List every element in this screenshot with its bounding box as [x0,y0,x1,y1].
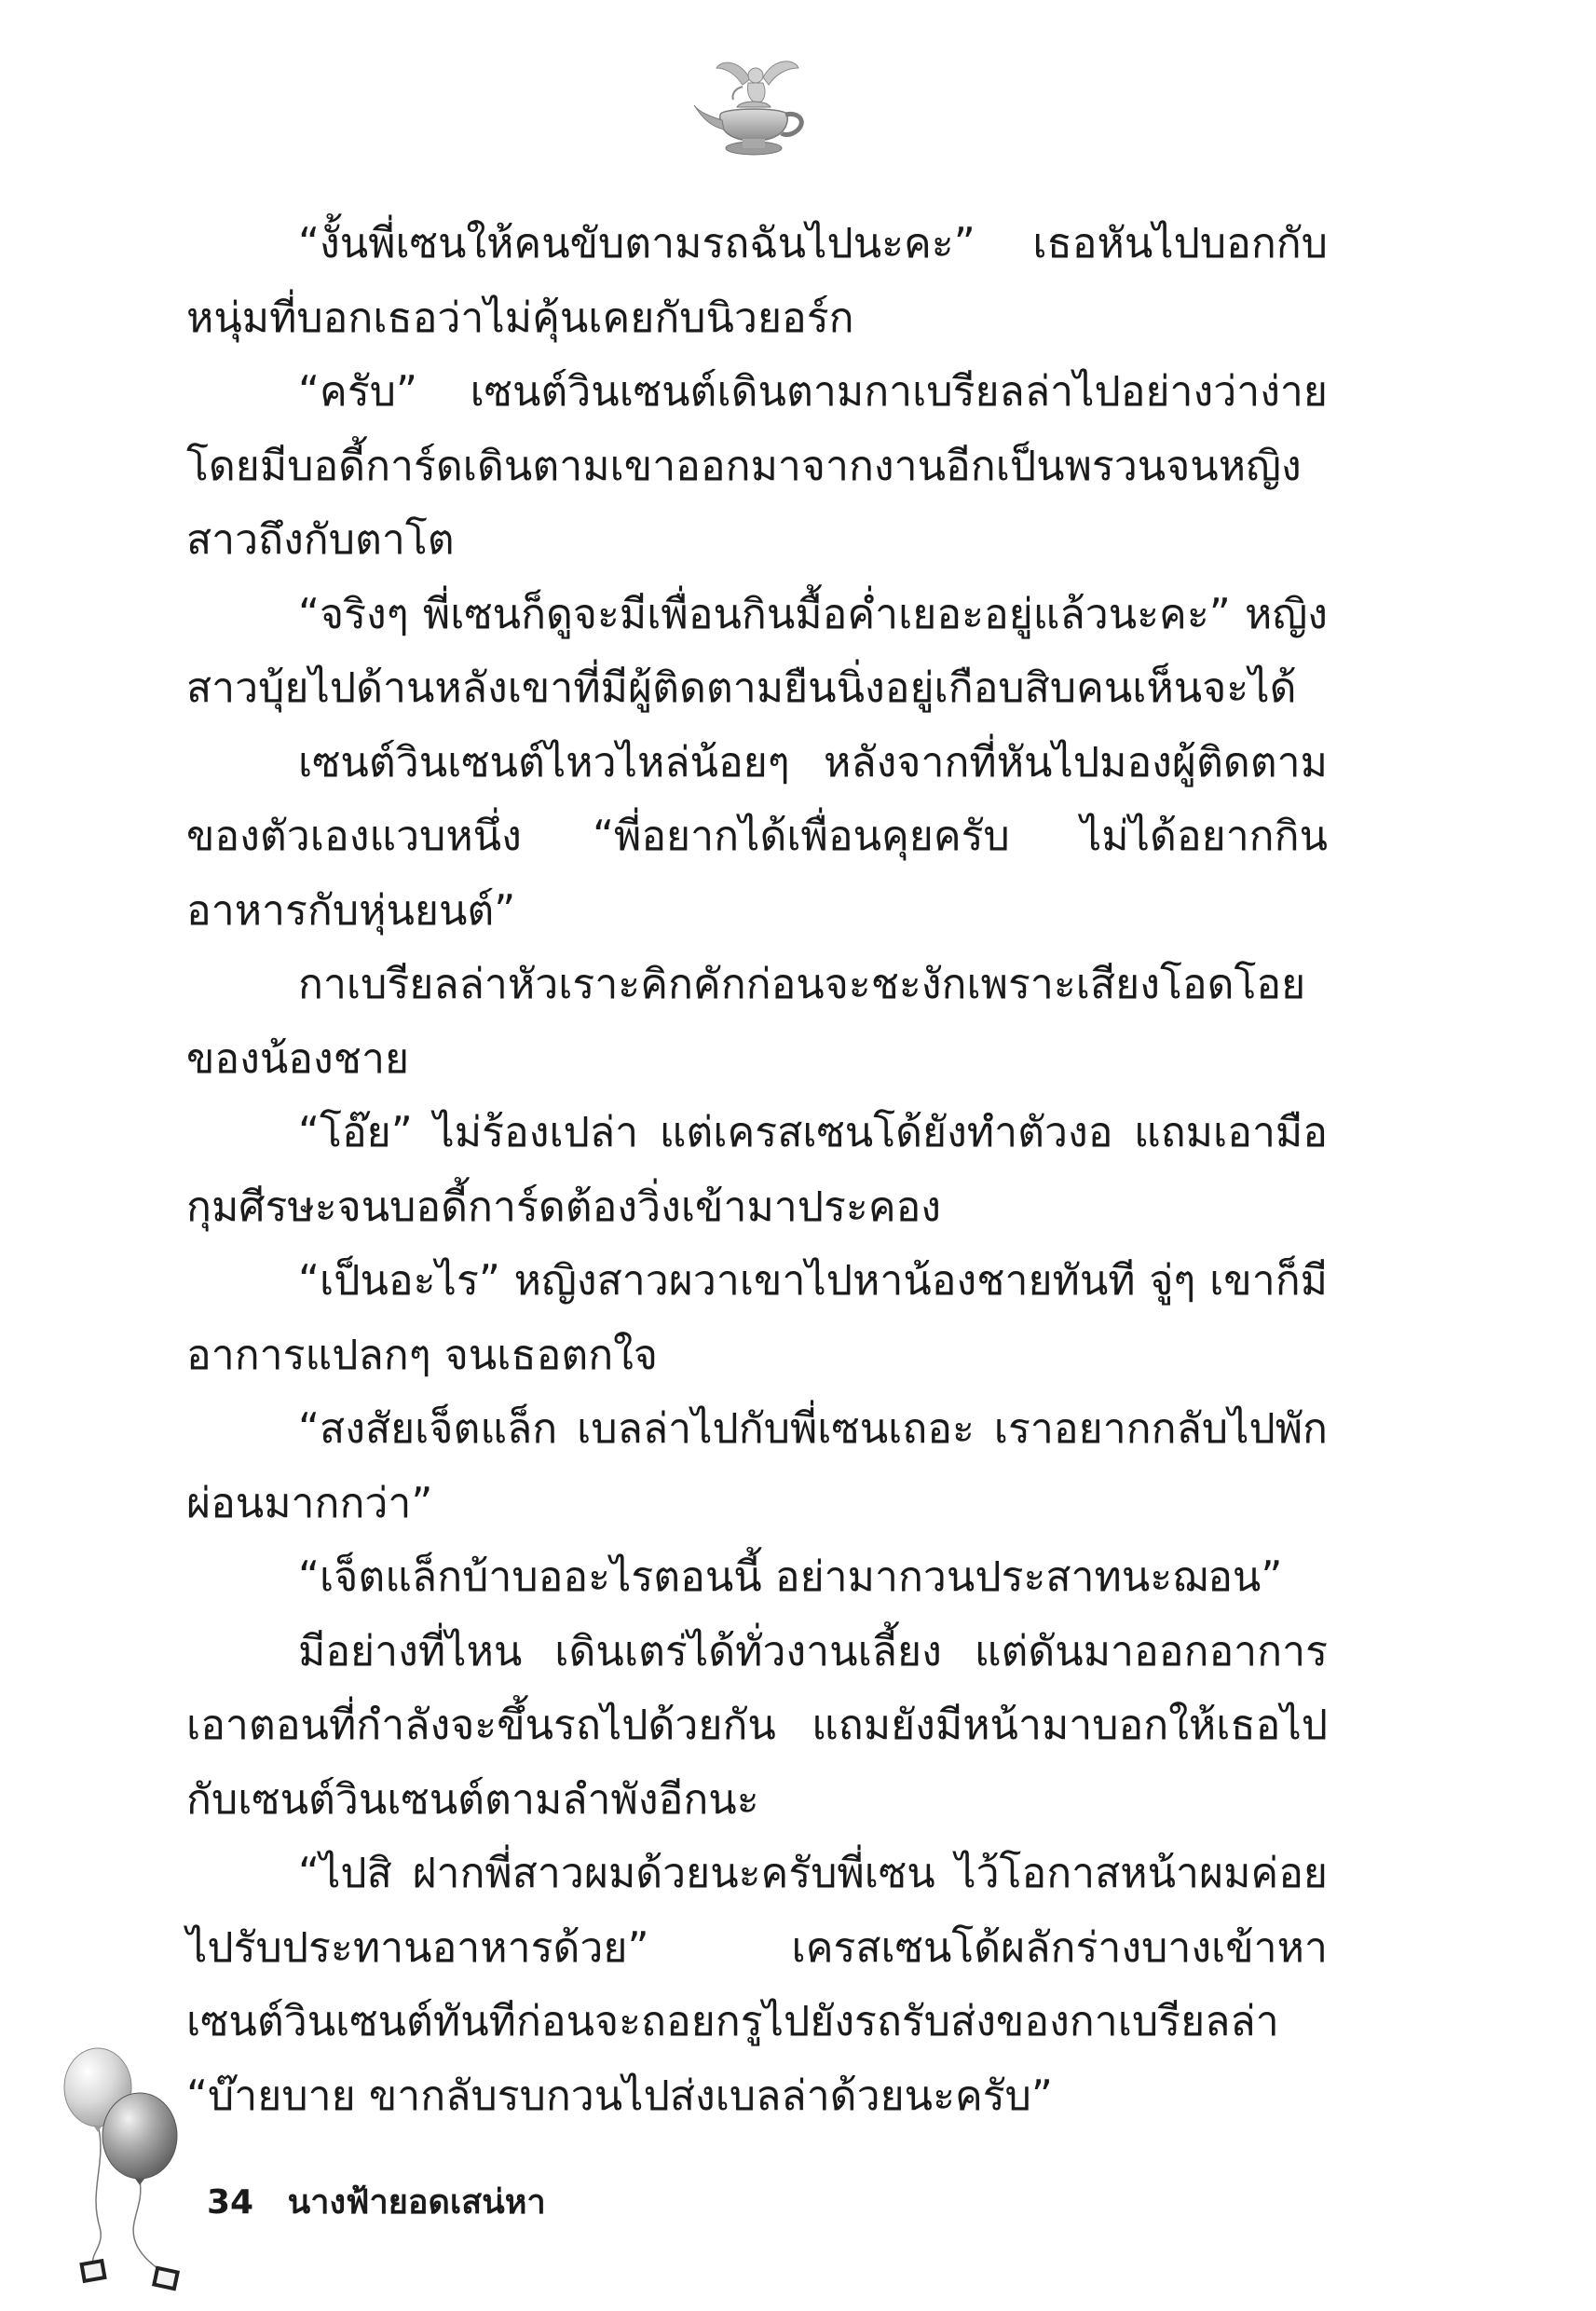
balloons-icon [51,2031,224,2302]
paragraph: “เป็นอะไร” หญิงสาวผวาเขาไปหาน้องชายทันที จู่ๆ เขาก็มีอาการแปลกๆ จนเธอตกใจ [186,1257,1328,1379]
paragraph: “ไปสิ ฝากพี่สาวผมด้วยนะครับพี่เซน ไว้โอกาสหน้าผมค่อยไปรับประทานอาหารด้วย” เครสเซนโด้ผลักร่างบางเข้าหาเซนต์วินเซนต์ทันทีก่อนจะถอยกรูไปยังรถรับส่งของกาเบรียลล่า “บ๊ายบาย ขากลับรบกวนไปส่งเบลล่าด้วยนะครับ” [186,1850,1328,2120]
paragraph: กาเบรียลล่าหัวเราะคิกคักก่อนจะชะงักเพราะเสียงโอดโอยของน้องชาย [186,961,1306,1083]
paragraph: “ครับ” เซนต์วินเซนต์เดินตามกาเบรียลล่าไปอย่างว่าง่าย โดยมีบอดี้การ์ดเดินตามเขาออกมาจากงานอีกเป็นพรวนจนหญิงสาวถึงกับตาโต [186,368,1328,564]
paragraph: เซนต์วินเซนต์ไหวไหล่น้อยๆ หลังจากที่หันไปมองผู้ติดตามของตัวเองแวบหนึ่ง “พี่อยากได้เพื่อนคุยครับ ไม่ได้อยากกินอาหารกับหุ่นยนต์” [186,738,1328,935]
paragraph: “เจ็ตแล็กบ้าบออะไรตอนนี้ อย่ามากวนประสาทนะฌอน” [298,1553,1283,1601]
book-title: นางฟ้ายอดเสน่หา [287,2183,546,2222]
page-number: 34 [207,2183,254,2222]
paragraph: “โอ๊ย” ไม่ร้องเปล่า แต่เครสเซนโด้ยังทำตัวงอ แถมเอามือกุมศีรษะจนบอดี้การ์ดต้องวิ่งเข้ามาประคอง [186,1109,1328,1231]
cupid-teapot-ornament-icon [685,51,825,163]
page-footer [207,2175,546,2228]
body-text [186,207,1328,2133]
paragraph: มีอย่างที่ไหน เดินเตร่ได้ทั่วงานเลี้ยง แต่ดันมาออกอาการเอาตอนที่กำลังจะขึ้นรถไปด้วยกัน แถมยังมีหน้ามาบอกให้เธอไปกับเซนต์วินเซนต์ตามลำพังอีกนะ [186,1627,1328,1824]
paragraph: “จริงๆ พี่เซนก็ดูจะมีเพื่อนกินมื้อค่ำเยอะอยู่แล้วนะคะ” หญิงสาวบุ้ยไปด้านหลังเขาที่มีผู้ติดตามยืนนิ่งอยู่เกือบสิบคนเห็นจะได้ [186,590,1328,712]
paragraph: “งั้นพี่เซนให้คนขับตามรถฉันไปนะคะ” เธอหันไปบอกกับหนุ่มที่บอกเธอว่าไม่คุ้นเคยกับนิวยอร์ก [186,220,1328,342]
paragraph: “สงสัยเจ็ตแล็ก เบลล่าไปกับพี่เซนเถอะ เราอยากกลับไปพักผ่อนมากกว่า” [186,1405,1328,1527]
